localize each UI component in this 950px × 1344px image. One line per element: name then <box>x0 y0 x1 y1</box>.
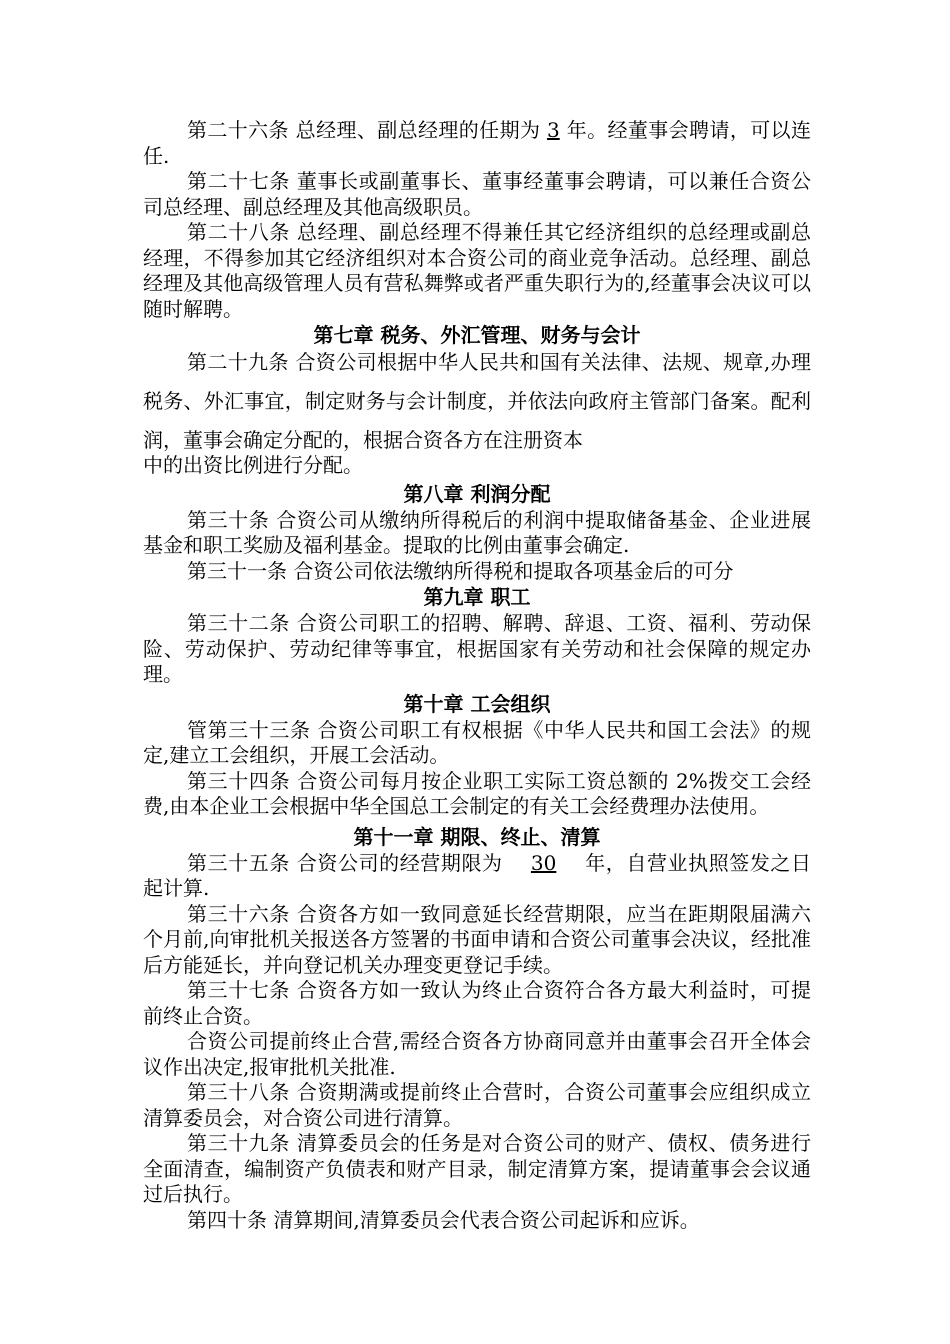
article-40: 第四十条 清算期间,清算委员会代表合资公司起诉和应诉。 <box>187 1207 700 1232</box>
term-years-value: 30 <box>530 850 557 875</box>
article-38: 第三十八条 合资期满或提前终止合营时，合资公司董事会应组织成立清算委员会，对合资公司进行清算。 <box>143 1080 811 1130</box>
chapter-7-heading: 第七章 税务、外汇管理、财务与会计 <box>313 323 641 347</box>
article-26-text: 第二十六条 总经理、副总经理的任期为 <box>187 118 541 142</box>
article-33: 管第三十三条 合资公司职工有权根据《中华人民共和国工会法》的规定,建立工会组织，开展工会活动。 <box>143 717 811 767</box>
article-27: 第二十七条 董事长或副董事长、董事经董事会聘请，可以兼任合资公司总经理、副总经理及其他高级职员。 <box>143 169 811 219</box>
article-35-text: 第三十五条 合资公司的经营期限为 <box>187 850 503 875</box>
chapter-10-heading: 第十章 工会组织 <box>403 691 551 716</box>
article-28: 第二十八条 总经理、副总经理不得兼任其它经济组织的总经理或副总经理，不得参加其它经济组织对本合资公司的商业竞争活动。总经理、副总经理及其他高级管理人员有营私舞弊或者严重失职行为的,经董事会决议可以随时解聘。 <box>143 220 811 321</box>
term-years-value: 3 <box>546 118 560 142</box>
article-37: 第三十七条 合资各方如一致认为终止合资符合各方最大利益时，可提前终止合资。 <box>143 978 811 1028</box>
article-34: 第三十四条 合资公司每月按企业职工实际工资总额的 2%拨交工会经费,由本企业工会根据中华全国总工会制定的有关工会经费理办法使用。 <box>143 768 811 818</box>
document-page <box>143 118 811 1233</box>
article-35 <box>143 851 811 902</box>
article-35-text-end: 年，自营业执照签发之日起计算. <box>143 850 812 900</box>
article-36: 第三十六条 合资各方如一致同意延长经营期限，应当在距期限届满六个月前,向审批机关报送各方签署的书面申请和合资公司董事会决议，经批准后方能延长，并向登记机关办理变更登记手续。 <box>143 901 811 977</box>
article-37-paragraph-2: 合资公司提前终止合营,需经合资各方协商同意并由董事会召开全体会议作出决定,报审批机关批准. <box>143 1029 811 1079</box>
article-30: 第三十条 合资公司从缴纳所得税后的利润中提取储备基金、企业进展基金和职工奖励及福利基金。提取的比例由董事会确定. <box>143 507 811 557</box>
chapter-11-heading: 第十一章 期限、终止、清算 <box>353 824 601 849</box>
article-29-tail: 中的出资比例进行分配。 <box>143 453 363 477</box>
article-32: 第三十二条 合资公司职工的招聘、解聘、辞退、工资、福利、劳动保险、劳动保护、劳动纪律等事宜，根据国家有关劳动和社会保障的规定办理。 <box>143 611 811 686</box>
chapter-8-heading: 第八章 利润分配 <box>403 481 551 506</box>
chapter-9-heading: 第九章 职工 <box>423 585 531 609</box>
article-26-text-end: 年。经董事会聘请，可以连任. <box>143 118 811 168</box>
article-39: 第三十九条 清算委员会的任务是对合资公司的财产、债权、债务进行全面清查，编制资产负债表和财产目录，制定清算方案，提请董事会会议通过后执行。 <box>143 1131 811 1206</box>
article-29: 第二十九条 合资公司根据中华人民共和国有关法律、法规、规章,办理税务、外汇事宜，制定财务与会计制度，并依法向政府主管部门备案。配利润，董事会确定分配的，根据合资各方在注册资本 <box>143 350 811 452</box>
article-26 <box>143 118 811 169</box>
article-31: 第三十一条 合资公司依法缴纳所得税和提取各项基金后的可分 <box>187 558 734 583</box>
